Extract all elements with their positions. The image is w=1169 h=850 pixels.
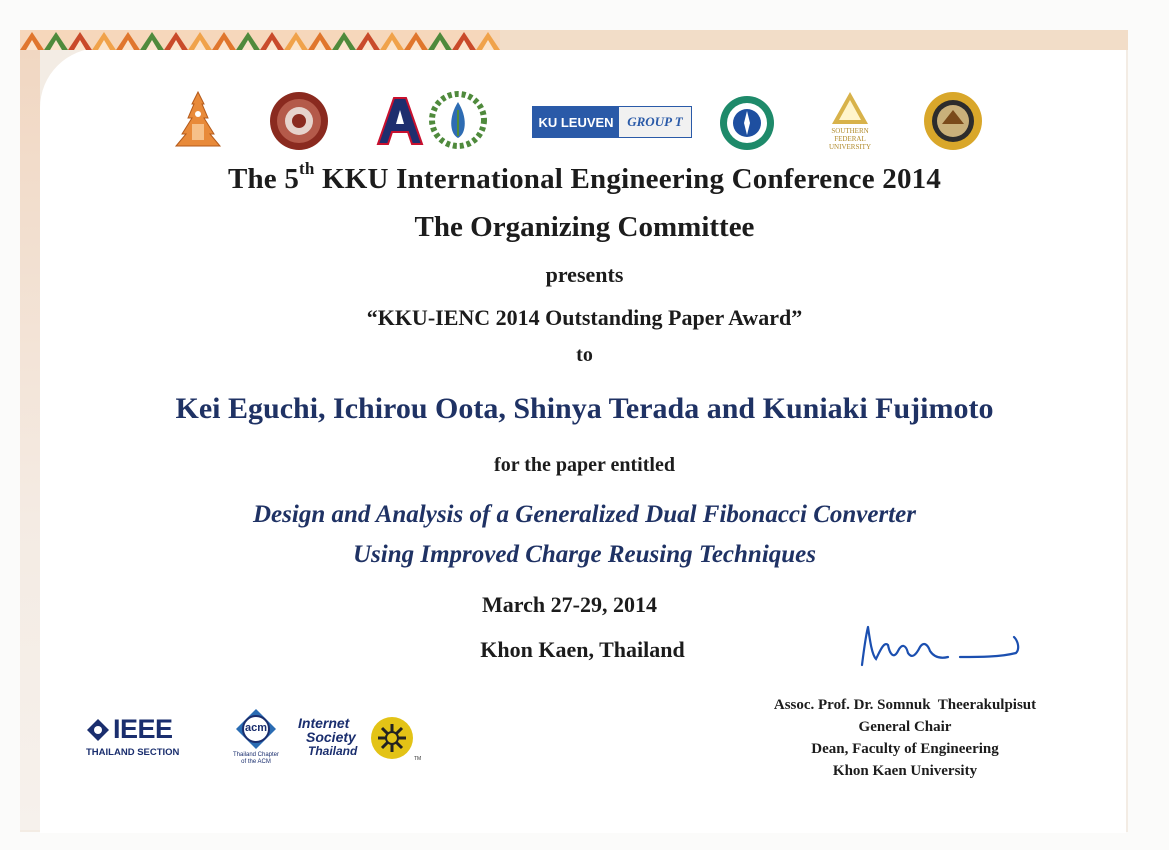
conference-title [0, 159, 1169, 196]
signatory-block [730, 694, 1080, 782]
conference-suffix: KKU International Engineering Conference 2014 [314, 163, 942, 195]
to-text: to [576, 344, 593, 366]
ieee-thailand-logo [86, 714, 202, 758]
presents-text: presents [545, 262, 624, 287]
border-fade [500, 30, 1128, 50]
ieee-wordmark: IEEE [113, 714, 173, 744]
recipient-names: Kei Eguchi, Ichirou Oota, Shinya Terada and Kuniaki Fujimoto [175, 392, 994, 425]
signatory-role-dean: Dean, Faculty of Engineering [811, 741, 999, 757]
conference-location: Khon Kaen, Thailand [480, 637, 685, 662]
isoc-line-3: Thailand [308, 744, 358, 758]
handwritten-signature [850, 615, 1030, 677]
southern-federal-line-3: UNIVERSITY [829, 143, 871, 151]
conference-ordinal: th [299, 159, 315, 178]
southern-federal-line-1: SOUTHERN [831, 127, 869, 135]
paper-entitled-text: for the paper entitled [494, 454, 675, 476]
isoc-trademark: TM [414, 756, 422, 762]
conference-prefix: The 5 [227, 163, 300, 195]
award-name: “KKU-IENC 2014 Outstanding Paper Award” [366, 305, 803, 330]
southern-federal-university-logo [830, 90, 870, 126]
southern-federal-line-2: FEDERAL [834, 135, 866, 143]
ieee-section-label: THAILAND SECTION [86, 747, 180, 758]
signatory-role-general-chair: General Chair [858, 719, 952, 735]
surabaya-university-logo [922, 90, 984, 152]
seal-compass-logo [718, 94, 776, 152]
acm-caption-1: Thailand Chapter [232, 752, 280, 758]
ieee-diamond-icon [86, 718, 110, 742]
signatory-institution: Khon Kaen University [832, 763, 978, 779]
ku-leuven-label: KU LEUVEN [533, 107, 619, 137]
acm-caption-2: of the ACM [241, 759, 271, 765]
gear-seal-logo [268, 90, 330, 152]
university-of-arizona-logo [372, 92, 428, 148]
top-pattern-border [20, 30, 1128, 50]
organizing-committee: The Organizing Committee [414, 211, 755, 243]
paper-title-line-1: Design and Analysis of a Generalized Dual Fibonacci Converter [253, 501, 916, 528]
conference-date: March 27-29, 2014 [482, 592, 657, 617]
group-t-label: GROUP T [619, 107, 691, 137]
acm-thailand-logo [228, 708, 284, 766]
kku-logo [170, 90, 226, 150]
isoc-line-1: Internet [298, 715, 350, 731]
southern-federal-university-text [814, 127, 886, 151]
paper-title-line-2: Using Improved Charge Reusing Techniques [352, 541, 817, 568]
isoc-emblem-icon [370, 716, 414, 760]
signatory-name: Assoc. Prof. Dr. Somnuk Theerakulpisut [773, 697, 1037, 713]
ku-leuven-group-t-logo [532, 106, 692, 138]
biosystems-engineering-logo [428, 88, 490, 152]
acm-wordmark: acm [244, 722, 268, 734]
isoc-line-2: Society [306, 729, 356, 745]
internet-society-thailand-logo [298, 716, 428, 766]
